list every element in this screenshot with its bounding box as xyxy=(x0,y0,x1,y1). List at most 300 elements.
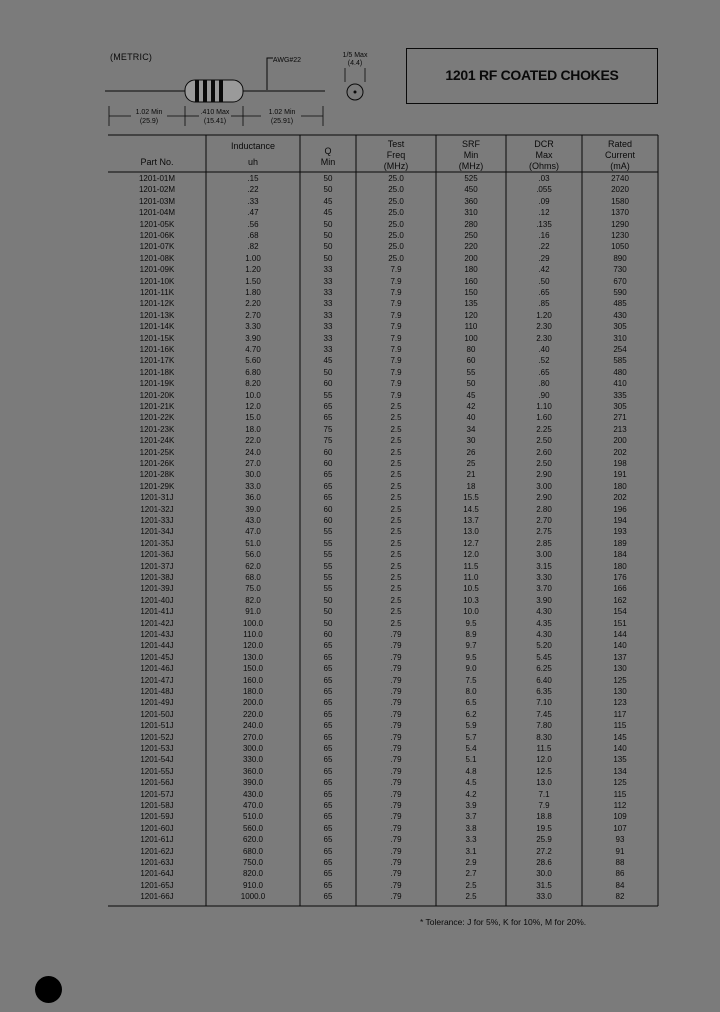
cell-inductance: 620.0 xyxy=(242,835,264,845)
cell-test-freq: .79 xyxy=(390,721,402,731)
table-row xyxy=(108,230,658,241)
cell-q-min: 55 xyxy=(323,584,333,594)
cell-dcr-max: 4.35 xyxy=(536,618,552,628)
cell-srf-min: 10.3 xyxy=(463,595,479,605)
cell-test-freq: 7.9 xyxy=(390,299,402,309)
cell-part-no: 1201-14K xyxy=(139,322,175,332)
cell-dcr-max: 12.0 xyxy=(536,755,552,765)
cell-q-min: 75 xyxy=(323,436,333,446)
cell-rated-current: 213 xyxy=(613,424,627,434)
cell-rated-current: 117 xyxy=(613,709,627,719)
cell-test-freq: 2.5 xyxy=(390,584,402,594)
cell-part-no: 1201-11K xyxy=(139,288,175,297)
cell-inductance: 160.0 xyxy=(242,675,264,685)
metric-label: (METRIC) xyxy=(110,52,153,62)
cell-test-freq: 2.5 xyxy=(390,607,402,617)
cell-dcr-max: 2.75 xyxy=(536,527,552,537)
cell-rated-current: 1290 xyxy=(611,219,629,229)
cell-part-no: 1201-58J xyxy=(140,801,174,810)
cell-q-min: 55 xyxy=(323,390,333,400)
cell-part-no: 1201-63J xyxy=(140,858,174,867)
cell-dcr-max: 2.90 xyxy=(536,470,552,480)
cell-inductance: .82 xyxy=(247,242,259,252)
cell-dcr-max: 18.8 xyxy=(536,812,552,822)
cell-dcr-max: 4.30 xyxy=(536,630,552,639)
cell-q-min: 65 xyxy=(323,789,333,799)
cell-dcr-max: 31.5 xyxy=(536,880,552,890)
cell-part-no: 1201-04M xyxy=(138,208,176,218)
cell-part-no: 1201-35J xyxy=(140,538,174,548)
cell-test-freq: .79 xyxy=(390,812,402,822)
cell-test-freq: 2.5 xyxy=(390,550,402,560)
cell-dcr-max: 3.30 xyxy=(536,573,552,582)
cell-q-min: 50 xyxy=(323,219,333,229)
cell-test-freq: .79 xyxy=(390,675,402,685)
cell-inductance: 470.0 xyxy=(242,801,264,810)
cell-test-freq: .79 xyxy=(390,641,402,651)
cell-rated-current: 180 xyxy=(613,561,627,571)
cell-inductance: 300.0 xyxy=(242,744,264,753)
cell-srf-min: 13.0 xyxy=(463,527,479,537)
table-row xyxy=(108,823,658,834)
cell-inductance: 680.0 xyxy=(242,846,264,856)
cell-q-min: 45 xyxy=(323,356,333,366)
cell-dcr-max: 30.0 xyxy=(536,869,552,879)
cell-dcr-max: 7.45 xyxy=(536,709,552,719)
cell-part-no: 1201-47J xyxy=(140,675,174,685)
cell-inductance: .47 xyxy=(247,208,259,218)
cell-test-freq: .79 xyxy=(390,846,402,856)
cell-srf-min: 7.5 xyxy=(465,675,477,685)
cell-inductance: 3.30 xyxy=(245,322,261,332)
cell-srf-min: 9.0 xyxy=(465,664,477,674)
cell-part-no: 1201-50J xyxy=(140,709,174,719)
cell-part-no: 1201-53J xyxy=(140,744,174,753)
cell-part-no: 1201-54J xyxy=(140,755,174,765)
table-row xyxy=(108,241,658,252)
cell-q-min: 33 xyxy=(323,345,333,354)
cell-rated-current: 86 xyxy=(615,869,625,879)
table-row xyxy=(108,834,658,845)
lead-right-metric: (25.91) xyxy=(270,118,294,125)
cell-rated-current: 84 xyxy=(615,880,625,890)
cell-rated-current: 2740 xyxy=(611,174,629,183)
cell-q-min: 50 xyxy=(323,174,333,183)
cell-rated-current: 130 xyxy=(613,687,627,696)
table-row xyxy=(108,754,658,765)
cell-inductance: 12.0 xyxy=(245,402,261,411)
table-row xyxy=(108,447,658,458)
cell-srf-min: 3.1 xyxy=(465,846,477,856)
cell-part-no: 1201-49J xyxy=(140,698,174,708)
cell-rated-current: 198 xyxy=(613,459,627,468)
cell-test-freq: 7.9 xyxy=(390,333,402,343)
cell-rated-current: 480 xyxy=(613,367,627,377)
cell-part-no: 1201-38J xyxy=(140,573,174,582)
table-row xyxy=(108,207,658,218)
cell-dcr-max: .65 xyxy=(538,367,550,377)
cell-test-freq: .79 xyxy=(390,698,402,708)
cell-part-no: 1201-16K xyxy=(139,345,175,354)
cell-q-min: 65 xyxy=(323,892,333,902)
cell-q-min: 60 xyxy=(323,379,333,389)
table-row xyxy=(108,469,658,480)
cell-inductance: 270.0 xyxy=(242,732,264,742)
cell-inductance: 56.0 xyxy=(245,550,261,560)
cell-test-freq: .79 xyxy=(390,709,402,719)
table-row xyxy=(108,652,658,663)
cell-part-no: 1201-28K xyxy=(139,470,175,480)
cell-rated-current: 176 xyxy=(613,573,627,582)
table-row xyxy=(108,846,658,857)
cell-rated-current: 590 xyxy=(613,288,627,297)
cell-test-freq: 7.9 xyxy=(390,379,402,389)
cell-rated-current: 430 xyxy=(613,310,627,320)
cell-inductance: .68 xyxy=(247,231,259,240)
cell-part-no: 1201-10K xyxy=(139,276,175,286)
cell-rated-current: 310 xyxy=(613,333,627,343)
lead-right-length: 1.02 Min xyxy=(268,109,296,116)
cell-inductance: 5.60 xyxy=(245,356,261,366)
cell-srf-min: 4.2 xyxy=(465,789,477,799)
cell-dcr-max: 27.2 xyxy=(536,846,552,856)
cell-srf-min: 9.7 xyxy=(465,641,477,651)
cell-q-min: 65 xyxy=(323,755,333,765)
cell-dcr-max: .16 xyxy=(538,231,550,240)
cell-part-no: 1201-22K xyxy=(139,413,175,423)
cell-srf-min: 5.4 xyxy=(465,744,477,753)
table-row xyxy=(108,184,658,195)
cell-part-no: 1201-18K xyxy=(139,367,175,377)
cell-rated-current: 184 xyxy=(613,550,627,560)
table-row xyxy=(108,333,658,344)
cell-part-no: 1201-51J xyxy=(140,721,174,731)
cell-srf-min: 21 xyxy=(466,470,476,480)
cell-dcr-max: 5.45 xyxy=(536,652,552,662)
cell-test-freq: .79 xyxy=(390,823,402,833)
cell-q-min: 33 xyxy=(323,310,333,320)
cell-inductance: 2.70 xyxy=(245,310,261,320)
cell-q-min: 65 xyxy=(323,481,333,491)
cell-test-freq: 2.5 xyxy=(390,504,402,514)
cell-srf-min: 80 xyxy=(466,345,476,354)
cell-srf-min: 55 xyxy=(466,367,476,377)
cell-part-no: 1201-13K xyxy=(139,310,175,320)
cell-dcr-max: .09 xyxy=(538,196,550,206)
tolerance-footnote: * Tolerance: J for 5%, K for 10%, M for 20%. xyxy=(420,917,587,927)
cell-rated-current: 189 xyxy=(613,538,627,548)
cell-dcr-max: 6.40 xyxy=(536,675,552,685)
cell-q-min: 65 xyxy=(323,823,333,833)
cell-q-min: 50 xyxy=(323,595,333,605)
table-row xyxy=(108,412,658,423)
table-row xyxy=(108,595,658,606)
cell-q-min: 65 xyxy=(323,402,333,411)
cell-inductance: 18.0 xyxy=(245,424,261,434)
table-row xyxy=(108,276,658,287)
cell-test-freq: .79 xyxy=(390,744,402,753)
cell-inductance: 33.0 xyxy=(245,481,261,491)
cell-test-freq: .79 xyxy=(390,766,402,776)
cell-srf-min: 3.9 xyxy=(465,801,477,810)
cell-srf-min: 8.0 xyxy=(465,687,477,696)
cell-q-min: 55 xyxy=(323,550,333,560)
cell-srf-min: 11.5 xyxy=(463,561,479,571)
cell-inductance: 75.0 xyxy=(245,584,261,594)
cell-q-min: 65 xyxy=(323,869,333,879)
cell-q-min: 33 xyxy=(323,299,333,309)
cell-part-no: 1201-33J xyxy=(140,516,174,525)
cell-test-freq: .79 xyxy=(390,687,402,696)
cell-part-no: 1201-43J xyxy=(140,630,174,639)
cell-test-freq: 2.5 xyxy=(390,595,402,605)
cell-part-no: 1201-61J xyxy=(140,835,174,845)
cell-srf-min: 120 xyxy=(464,310,478,320)
cell-inductance: 62.0 xyxy=(245,561,261,571)
cell-test-freq: .79 xyxy=(390,732,402,742)
table-row xyxy=(108,891,658,902)
cell-part-no: 1201-12K xyxy=(139,299,175,309)
cell-part-no: 1201-66J xyxy=(140,892,174,902)
cell-dcr-max: .055 xyxy=(536,185,552,195)
cell-rated-current: 144 xyxy=(613,630,627,639)
cell-rated-current: 2020 xyxy=(611,185,629,195)
table-row xyxy=(108,868,658,879)
table-row xyxy=(108,675,658,686)
cell-part-no: 1201-59J xyxy=(140,812,174,822)
cell-test-freq: 7.9 xyxy=(390,322,402,332)
cell-dcr-max: 3.00 xyxy=(536,550,552,560)
cell-rated-current: 890 xyxy=(613,253,627,263)
cell-rated-current: 93 xyxy=(615,835,625,845)
cell-srf-min: 3.8 xyxy=(465,823,477,833)
table-row xyxy=(108,800,658,811)
cell-inductance: 1.20 xyxy=(245,265,261,275)
cell-rated-current: 140 xyxy=(613,744,627,753)
cell-srf-min: 15.5 xyxy=(463,493,479,503)
cell-test-freq: 2.5 xyxy=(390,516,402,525)
body-length: .410 Max xyxy=(200,109,230,116)
cell-test-freq: 7.9 xyxy=(390,367,402,377)
cell-test-freq: 25.0 xyxy=(388,231,404,240)
cell-test-freq: 7.9 xyxy=(390,345,402,354)
cell-inductance: 6.80 xyxy=(245,367,261,377)
cell-q-min: 65 xyxy=(323,835,333,845)
cell-rated-current: 202 xyxy=(613,447,627,457)
cell-q-min: 65 xyxy=(323,641,333,651)
cell-srf-min: 150 xyxy=(464,288,478,297)
cell-rated-current: 125 xyxy=(613,675,627,685)
cell-dcr-max: 1.10 xyxy=(536,402,552,411)
cell-test-freq: .79 xyxy=(390,630,402,639)
cell-rated-current: 112 xyxy=(613,801,627,810)
cell-dcr-max: 5.20 xyxy=(536,641,552,651)
cell-part-no: 1201-21K xyxy=(139,402,175,411)
table-row xyxy=(108,526,658,537)
cell-srf-min: 42 xyxy=(466,402,476,411)
cell-q-min: 65 xyxy=(323,778,333,788)
table-row xyxy=(108,458,658,469)
table-row xyxy=(108,504,658,515)
cell-inductance: .15 xyxy=(247,174,259,183)
cell-test-freq: 25.0 xyxy=(388,253,404,263)
cell-rated-current: 271 xyxy=(613,413,627,423)
cell-rated-current: 109 xyxy=(613,812,627,822)
cell-dcr-max: .52 xyxy=(538,356,550,366)
cell-part-no: 1201-03M xyxy=(138,196,176,206)
cell-part-no: 1201-65J xyxy=(140,880,174,890)
cell-srf-min: 45 xyxy=(466,390,476,400)
table-row xyxy=(108,720,658,731)
cell-dcr-max: 2.50 xyxy=(536,436,552,446)
cell-part-no: 1201-25K xyxy=(139,447,175,457)
cell-q-min: 60 xyxy=(323,516,333,525)
table-row xyxy=(108,435,658,446)
cell-q-min: 65 xyxy=(323,801,333,810)
cell-part-no: 1201-57J xyxy=(140,789,174,799)
cell-part-no: 1201-23K xyxy=(139,424,175,434)
cell-srf-min: 5.9 xyxy=(465,721,477,731)
cell-test-freq: 7.9 xyxy=(390,356,402,366)
table-row xyxy=(108,481,658,492)
cell-test-freq: 7.9 xyxy=(390,288,402,297)
cell-rated-current: 1230 xyxy=(611,231,629,240)
cell-dcr-max: 7.80 xyxy=(536,721,552,731)
cell-q-min: 50 xyxy=(323,253,333,263)
cell-rated-current: 123 xyxy=(613,698,627,708)
cell-test-freq: .79 xyxy=(390,880,402,890)
cell-part-no: 1201-17K xyxy=(139,356,175,366)
cell-inductance: 39.0 xyxy=(245,504,261,514)
cell-inductance: 750.0 xyxy=(242,858,264,867)
cell-srf-min: 5.7 xyxy=(465,732,477,742)
cell-part-no: 1201-24K xyxy=(139,436,175,446)
cell-q-min: 45 xyxy=(323,208,333,218)
cell-test-freq: 2.5 xyxy=(390,459,402,468)
cell-part-no: 1201-09K xyxy=(139,265,175,275)
cell-dcr-max: .135 xyxy=(536,219,552,229)
diameter-label-max: 1/5 Max xyxy=(342,52,368,59)
cell-dcr-max: 6.25 xyxy=(536,664,552,674)
cell-q-min: 65 xyxy=(323,709,333,719)
cell-part-no: 1201-62J xyxy=(140,846,174,856)
cell-dcr-max: 3.15 xyxy=(536,561,552,571)
cell-test-freq: 7.9 xyxy=(390,310,402,320)
cell-inductance: 1000.0 xyxy=(240,892,266,902)
cell-q-min: 60 xyxy=(323,459,333,468)
cell-part-no: 1201-15K xyxy=(139,333,175,343)
cell-test-freq: 2.5 xyxy=(390,447,402,457)
cell-srf-min: 135 xyxy=(464,299,478,309)
cell-test-freq: 2.5 xyxy=(390,538,402,548)
cell-rated-current: 115 xyxy=(613,721,627,731)
cell-srf-min: 40 xyxy=(466,413,476,423)
cell-q-min: 65 xyxy=(323,687,333,696)
cell-inductance: 15.0 xyxy=(245,413,261,423)
cell-q-min: 33 xyxy=(323,333,333,343)
cell-dcr-max: 2.50 xyxy=(536,459,552,468)
cell-rated-current: 196 xyxy=(613,504,627,514)
cell-q-min: 33 xyxy=(323,265,333,275)
cell-dcr-max: 1.60 xyxy=(536,413,552,423)
cell-srf-min: 26 xyxy=(466,447,476,457)
cell-test-freq: 2.5 xyxy=(390,481,402,491)
cell-inductance: 24.0 xyxy=(245,447,261,457)
cell-q-min: 50 xyxy=(323,231,333,240)
cell-srf-min: 5.1 xyxy=(465,755,477,765)
cell-srf-min: 9.5 xyxy=(465,618,477,628)
cell-dcr-max: 7.1 xyxy=(538,789,550,799)
cell-part-no: 1201-52J xyxy=(140,732,174,742)
cell-part-no: 1201-32J xyxy=(140,504,174,514)
cell-srf-min: 4.5 xyxy=(465,778,477,788)
table-row xyxy=(108,583,658,594)
cell-q-min: 65 xyxy=(323,470,333,480)
cell-test-freq: 25.0 xyxy=(388,219,404,229)
cell-srf-min: 3.3 xyxy=(465,835,477,845)
body-length-metric: (15.41) xyxy=(203,118,227,125)
cell-srf-min: 200 xyxy=(464,253,478,263)
cell-q-min: 65 xyxy=(323,664,333,674)
table-row xyxy=(108,697,658,708)
cell-dcr-max: 13.0 xyxy=(536,778,552,788)
cell-q-min: 50 xyxy=(323,367,333,377)
cell-part-no: 1201-44J xyxy=(140,641,174,651)
table-row xyxy=(108,264,658,275)
table-row xyxy=(108,880,658,891)
cell-q-min: 50 xyxy=(323,242,333,252)
table-row xyxy=(108,743,658,754)
cell-part-no: 1201-20K xyxy=(139,390,175,400)
cell-inductance: 200.0 xyxy=(242,698,264,708)
cell-q-min: 65 xyxy=(323,652,333,662)
cell-dcr-max: 2.90 xyxy=(536,493,552,503)
cell-test-freq: 25.0 xyxy=(388,242,404,252)
cell-dcr-max: .40 xyxy=(538,345,550,354)
header-rated-current: Rated Current (mA) xyxy=(604,139,635,171)
cell-inductance: 2.20 xyxy=(245,299,261,309)
lead-left-metric: (25.9) xyxy=(139,118,159,125)
cell-rated-current: 151 xyxy=(613,618,627,628)
cell-dcr-max: 1.20 xyxy=(536,310,552,320)
cell-rated-current: 585 xyxy=(613,356,627,366)
cell-test-freq: .79 xyxy=(390,778,402,788)
cell-dcr-max: .03 xyxy=(538,174,550,183)
cell-part-no: 1201-56J xyxy=(140,778,174,788)
cell-rated-current: 88 xyxy=(615,858,625,867)
cell-srf-min: 220 xyxy=(464,242,478,252)
cell-rated-current: 335 xyxy=(613,390,627,400)
cell-test-freq: 2.5 xyxy=(390,436,402,446)
cell-q-min: 65 xyxy=(323,812,333,822)
cell-srf-min: 18 xyxy=(466,481,476,491)
cell-part-no: 1201-42J xyxy=(140,618,174,628)
cell-dcr-max: .80 xyxy=(538,379,550,389)
cell-srf-min: 60 xyxy=(466,356,476,366)
cell-inductance: 91.0 xyxy=(245,607,261,617)
cell-part-no: 1201-55J xyxy=(140,766,174,776)
lead-left-length: 1.02 Min xyxy=(135,109,163,116)
table-row xyxy=(108,424,658,435)
cell-inductance: 220.0 xyxy=(242,709,264,719)
cell-q-min: 65 xyxy=(323,675,333,685)
cell-q-min: 50 xyxy=(323,185,333,195)
cell-inductance: 47.0 xyxy=(245,527,261,537)
table-row xyxy=(108,572,658,583)
cell-inductance: .22 xyxy=(247,185,259,195)
cell-srf-min: 250 xyxy=(464,231,478,240)
cell-inductance: 1.80 xyxy=(245,288,261,297)
